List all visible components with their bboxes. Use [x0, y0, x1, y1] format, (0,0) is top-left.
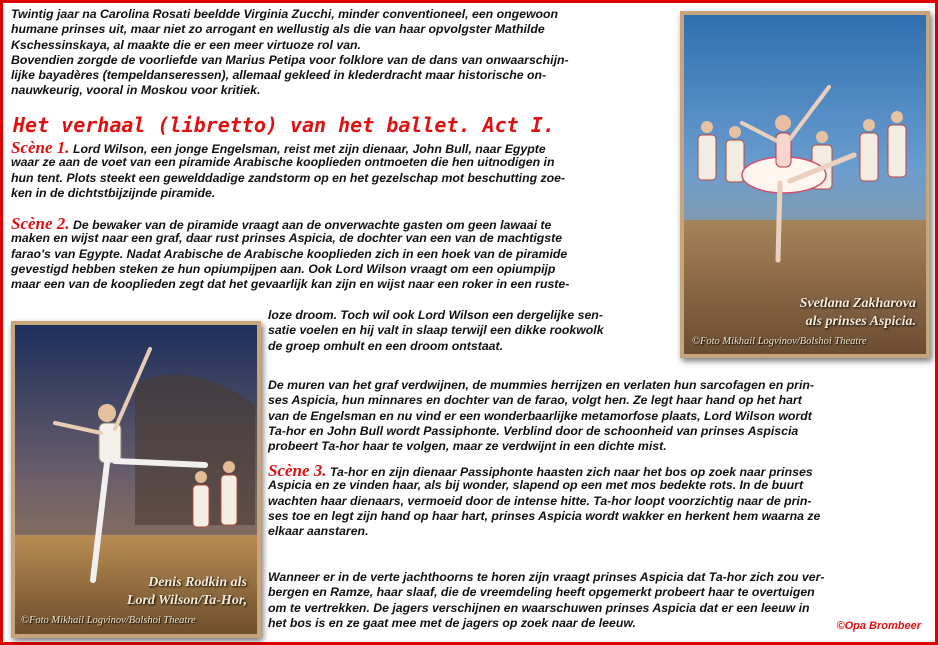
dream-paragraph [268, 378, 814, 454]
scene-2-indented-line: loze droom. Toch wil ook Lord Wilson een dergelijke sen- [268, 308, 603, 322]
scene-2-line: maken en wijst naar een graf, daar rust prinses Aspicia, de dochter van een van de machtigste [11, 231, 563, 246]
photo-zakharova-credit: ©Foto Mikhail Logvinov/Bolshoi Theatre [692, 336, 867, 347]
scene-2-indented [268, 308, 604, 354]
scene-2-line: maar een van de kooplieden zegt dat het gevaarlijk kan zijn en wijst naar een roker in een ruste- [11, 277, 570, 292]
scene-1-label: Scène 1. [11, 138, 70, 157]
signature: ©Opa Brombeer [836, 620, 921, 632]
scene-2-first-line: De bewaker van de piramide vraagt aan de onverwachte gasten om geen lawaai te [69, 218, 552, 232]
intro-line: nauwkeurig, vooral in Moskou voor kritiek. [11, 83, 261, 98]
intro-line: Twintig jaar na Carolina Rosati beeldde Virginia Zucchi, minder conventioneel, een ongewoon [11, 7, 559, 21]
scene-2-paragraph [11, 216, 569, 292]
scene-3-paragraph [268, 463, 820, 539]
dream-line: Ta-hor en John Bull wordt Passiphonte. Verblind door de schoonheid van prinses Aspiscia [268, 423, 799, 438]
scene-2-line: farao's van Egypte. Nadat Arabische de Arabische kooplieden zich in een hoek van de piramide [11, 246, 568, 261]
scene-2-label: Scène 2. [11, 214, 70, 233]
scene-2-indented-line: satie voelen en hij valt in slaap terwijl een dikke rookwolk [268, 323, 604, 338]
scene-2-line: gevestigd hebben steken ze hun opiumpijpen aan. Ook Lord Wilson vraagt om een opiumpijp [11, 261, 556, 276]
photo-rodkin-caption-1: Denis Rodkin als [148, 575, 247, 590]
photo-zakharova-caption-1: Svetlana Zakharova [799, 296, 916, 311]
intro-line: Bovendien zorgde de voorliefde van Marius Petipa voor folklore van de dans van onwaarschijn- [11, 52, 569, 67]
scene-1-line: hun tent. Plots steekt een gewelddadige zandstorm op en het gezelschap mot beschutting zoe- [11, 170, 566, 185]
dream-line: De muren van het graf verdwijnen, de mummies herrijzen en verlaten hun sarcofagen en prin- [268, 378, 814, 392]
photo-rodkin-caption-2: Lord Wilson/Ta-Hor, [126, 593, 247, 608]
scene-1-line: ken in de dichtstbijzijnde piramide. [11, 185, 216, 200]
scene-1-line: waar ze aan de voet van een piramide Arabische kooplieden ontmoeten die hen uitnodigen in [11, 155, 555, 170]
final-line: Wanneer er in de verte jachthoorns te horen zijn vraagt prinses Aspicia dat Ta-hor zich zou ver- [268, 570, 825, 584]
photo-zakharova [680, 11, 930, 358]
scene-1-first-line: Lord Wilson, een jonge Engelsman, reist met zijn dienaar, John Bull, naar Egypte [69, 142, 546, 156]
intro-paragraph [11, 7, 569, 99]
scene-3-line: Aspicia en ze vinden haar, als bij wonder, slapend op een met mos bedekte rots. In de buurt [268, 478, 804, 493]
scene-3-line: wachten haar dienaars, vermoeid door de intense hitte. Ta-hor loopt voorzichtig naar de prin- [268, 493, 812, 508]
intro-line: lijke bayadères (tempeldanseressen), allemaal gekleed in klederdracht maar historische on- [11, 68, 547, 83]
final-line: het bos is en ze gaat mee met de jagers op zoek naar de leeuw. [268, 615, 636, 630]
intro-line: Kschessinskaya, al maakte die er een meer virtuoze rol van. [11, 37, 361, 52]
photo-rodkin [11, 321, 261, 638]
scene-2-indented-line: de groep omhult en een droom ontstaat. [268, 338, 504, 353]
scene-3-line: elkaar aanstaren. [268, 524, 369, 539]
dream-line: van de Engelsman en nu vind er een wonderbaarlijke metamorfose plaats, Lord Wilson wordt [268, 408, 812, 423]
intro-line: humane prinses uit, maar niet zo arrogant en wellustig als die van haar opvolgster Mathilde [11, 22, 545, 37]
scene-3-line: ses toe en legt zijn hand op haar hart, prinses Aspicia wordt wakker en herkent hem waarna ze [268, 508, 821, 523]
photo-zakharova-caption-2: als prinses Aspicia. [805, 314, 916, 329]
final-line: bergen en Ramze, haar slaaf, die de vreemdeling heeft opgemerkt probeert haar te overtuigen [268, 585, 815, 600]
final-paragraph [268, 570, 824, 631]
scene-3-first-line: Ta-hor en zijn dienaar Passiphonte haasten zich naar het bos op zoek naar prinses [326, 465, 813, 479]
dream-line: probeert Ta-hor haar te volgen, maar ze verdwijnt in een dichte mist. [268, 439, 667, 454]
final-line: om te vertrekken. De jagers verschijnen en waarschuwen prinses Aspicia dat er een leeuw in [268, 600, 810, 615]
scene-1-paragraph [11, 140, 565, 201]
scene-3-label: Scène 3. [268, 461, 327, 480]
section-heading: Het verhaal (libretto) van het ballet. Act I. [13, 113, 555, 137]
photo-rodkin-credit: ©Foto Mikhail Logvinov/Bolshoi Theatre [21, 615, 196, 626]
dream-line: ses Aspicia, hun minnares en dochter van de farao, volgt hen. Ze legt haar hand op het hart [268, 393, 802, 408]
